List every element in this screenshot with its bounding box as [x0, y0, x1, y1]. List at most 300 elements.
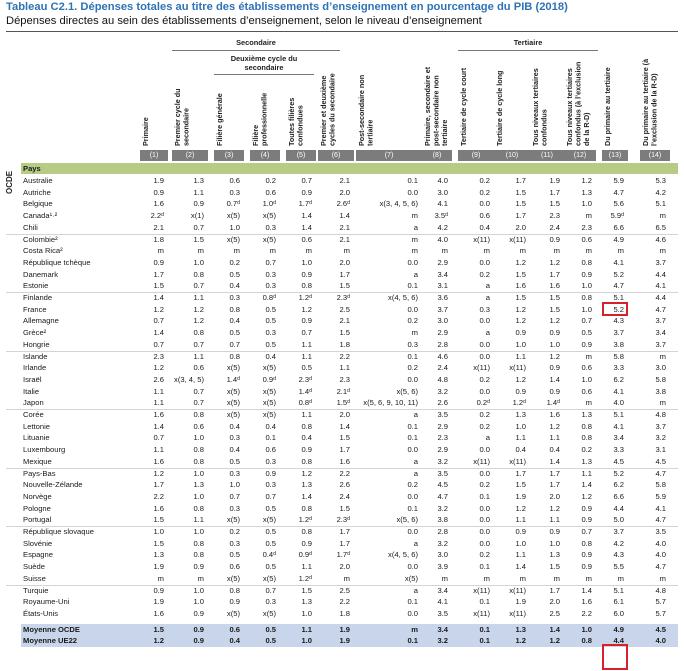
country-name: Moyenne OCDE: [23, 624, 80, 634]
cell-col-3: 0.4: [229, 421, 240, 431]
cell-col-9: 0.1: [479, 491, 490, 501]
cell-col-6: 2.2: [339, 597, 350, 607]
cell-col-11: 1.4: [549, 624, 560, 634]
cell-col-7: 0.0: [407, 257, 418, 267]
cell-col-11: 1.2: [549, 351, 560, 361]
pays-header: Pays: [21, 163, 142, 174]
cell-col-10: x(11): [509, 363, 526, 373]
cell-col-9: a: [485, 281, 490, 291]
cell-col-12: 0.8: [581, 433, 592, 443]
cell-col-9: 0.2: [479, 410, 490, 419]
cell-col-11: 0.9: [549, 527, 560, 536]
row-separator: [6, 409, 678, 410]
cell-col-3: 0.5: [229, 456, 240, 466]
cell-col-5: 1.2ᵈ: [298, 515, 312, 525]
cell-col-5: 1.3: [301, 597, 312, 607]
cell-col-9: x(11): [473, 363, 490, 373]
cell-col-9: 0.2ᵈ: [476, 398, 490, 408]
cell-col-7: 0.1: [407, 421, 418, 431]
cell-col-5: 1.0: [301, 636, 312, 646]
cell-col-2: 0.7: [193, 281, 204, 291]
cell-col-3: 1.4ᵈ: [226, 374, 240, 384]
cell-col-8: 3.0: [437, 550, 448, 560]
cell-col-11: 1.4ᵈ: [546, 398, 560, 408]
table-row: [21, 608, 678, 620]
cell-col-5: 0.4: [301, 433, 312, 443]
cell-col-10: 1.9: [515, 597, 526, 607]
cell-col-2: 1.2: [193, 304, 204, 314]
country-name: Chili: [23, 222, 38, 232]
cell-col-4: x(5): [262, 234, 276, 244]
cell-col-10: 1.1: [515, 550, 526, 560]
row-separator: [6, 468, 678, 469]
cell-col-7: m: [411, 624, 418, 634]
cell-col-12: 0.6: [581, 234, 592, 244]
table-row: [21, 526, 678, 538]
cell-col-3: m: [233, 246, 240, 256]
cell-col-4: 0.5: [265, 503, 276, 513]
cell-col-6: 2.1: [339, 234, 350, 244]
cell-col-13: 4.1: [613, 257, 624, 267]
cell-col-3: x(5): [226, 386, 240, 396]
cell-col-4: 0.6: [265, 445, 276, 455]
cell-col-11: 1.0: [549, 339, 560, 349]
cell-col-6: 1.8: [339, 339, 350, 349]
cell-col-2: 0.8: [193, 269, 204, 279]
cell-col-12: 0.2: [581, 445, 592, 455]
cell-col-9: 0.2: [479, 374, 490, 384]
table-row: [21, 304, 678, 316]
cell-col-3: x(5): [226, 608, 240, 618]
cell-col-7: a: [413, 222, 418, 232]
cell-col-4: 0.3: [265, 597, 276, 607]
table-row: [21, 280, 678, 292]
cell-col-8: 3.5ᵈ: [434, 211, 448, 221]
cell-col-1: 2.2: [153, 491, 164, 501]
country-name: Estonie: [23, 281, 49, 291]
cell-col-8: 4.0: [437, 176, 448, 185]
cell-col-4: 0.5: [265, 636, 276, 646]
cell-col-3: 0.3: [229, 538, 240, 548]
cell-col-13: 5.2: [613, 468, 624, 478]
cell-col-2: 0.8: [193, 445, 204, 455]
cell-col-10: 1.2: [515, 374, 526, 384]
cell-col-4: 0.7: [265, 585, 276, 595]
cell-col-13: 4.3: [613, 550, 624, 560]
cell-col-12: 0.8: [581, 538, 592, 548]
cell-col-11: 1.6: [549, 410, 560, 419]
cell-col-11: 0.9: [549, 234, 560, 244]
cell-col-7: x(5, 6, 9, 10, 11): [363, 398, 418, 408]
table-row: [21, 362, 678, 374]
column-header-12: Tous niveaux tertiaires confondus (à l’exclusion de la R-D): [565, 61, 591, 146]
cell-col-8: 4.6: [437, 351, 448, 361]
table-row: [21, 409, 678, 421]
cell-col-1: 1.5: [153, 538, 164, 548]
cell-col-4: x(5): [262, 608, 276, 618]
cell-col-1: 1.6: [153, 410, 164, 419]
cell-col-13: 5.0: [613, 515, 624, 525]
cell-col-12: 2.2: [581, 608, 592, 618]
cell-col-5: 1.0: [301, 257, 312, 267]
cell-col-4: x(5): [262, 410, 276, 419]
cell-col-10: m: [519, 246, 526, 256]
cell-col-14: 5.3: [655, 176, 666, 185]
cell-col-14: 3.8: [655, 386, 666, 396]
cell-col-5: 1.7ᵈ: [298, 199, 312, 209]
cell-col-11: 1.7: [549, 585, 560, 595]
pays-band-fill: [142, 163, 678, 174]
table-row: [21, 456, 678, 468]
cell-col-11: 1.2: [549, 636, 560, 646]
cell-col-2: 0.9: [193, 562, 204, 572]
cell-col-14: m: [659, 246, 666, 256]
cell-col-6: 2.3ᵈ: [336, 515, 350, 525]
cell-col-5: 0.8: [301, 421, 312, 431]
cell-col-2: 1.0: [193, 585, 204, 595]
cell-col-10: 1.5: [515, 187, 526, 197]
table-row: [21, 339, 678, 351]
cell-col-6: 1.5: [339, 281, 350, 291]
cell-col-7: x(4, 5, 6): [388, 550, 418, 560]
cell-col-1: 1.1: [153, 386, 164, 396]
column-header-1: Primaire: [141, 117, 150, 146]
column-header-2: Premier cycle du secondaire: [173, 88, 191, 146]
cell-col-2: x(1): [190, 211, 204, 221]
country-name: République slovaque: [23, 527, 94, 536]
cell-col-2: 0.8: [193, 456, 204, 466]
cell-col-2: 0.7: [193, 398, 204, 408]
cell-col-14: 3.1: [655, 445, 666, 455]
table-row: [21, 479, 678, 491]
cell-col-4: 0.8ᵈ: [262, 293, 276, 302]
cell-col-3: x(5): [226, 573, 240, 583]
cell-col-10: 1.3: [515, 410, 526, 419]
cell-col-8: 3.1: [437, 281, 448, 291]
table-row: [21, 432, 678, 444]
cell-col-3: 0.6: [229, 562, 240, 572]
cell-col-5: 0.7: [301, 328, 312, 338]
cell-col-1: 0.7: [153, 316, 164, 326]
table-row: [21, 257, 678, 269]
cell-col-4: x(5): [262, 515, 276, 525]
column-number-6: (6): [318, 150, 354, 161]
cell-col-6: 1.7ᵈ: [336, 550, 350, 560]
cell-col-14: 4.7: [655, 562, 666, 572]
cell-col-4: x(5): [262, 398, 276, 408]
cell-col-9: a: [485, 328, 490, 338]
cell-col-13: 5.1: [613, 293, 624, 302]
cell-col-5: 0.8: [301, 281, 312, 291]
cell-col-10: 1.9: [515, 491, 526, 501]
cell-col-1: 0.9: [153, 187, 164, 197]
cell-col-9: 0.0: [479, 199, 490, 209]
table-subtitle: Dépenses directes au sein des établissements d’enseignement, selon le niveau d’enseignement: [6, 15, 482, 27]
cell-col-6: 1.7: [339, 445, 350, 455]
cell-col-12: m: [585, 573, 592, 583]
cell-col-6: 2.1ᵈ: [336, 386, 350, 396]
cell-col-11: 1.5: [549, 562, 560, 572]
table-row: [21, 315, 678, 327]
cell-col-12: m: [585, 351, 592, 361]
cell-col-3: 0.7: [229, 491, 240, 501]
cell-col-8: 3.2: [437, 456, 448, 466]
cell-col-3: 0.4: [229, 445, 240, 455]
cell-col-9: x(11): [473, 608, 490, 618]
cell-col-10: 1.1: [515, 433, 526, 443]
cell-col-8: 2.9: [437, 257, 448, 267]
cell-col-8: 3.5: [437, 608, 448, 618]
cell-col-1: 1.4: [153, 421, 164, 431]
country-name: Slovénie: [23, 538, 53, 548]
column-header-4: Filière professionnelle: [251, 92, 269, 146]
cell-col-14: m: [659, 573, 666, 583]
cell-col-12: 1.0: [581, 624, 592, 634]
cell-col-5: 1.2: [301, 304, 312, 314]
cell-col-1: 1.4: [153, 328, 164, 338]
cell-col-2: 1.0: [193, 433, 204, 443]
country-name: Allemagne: [23, 316, 59, 326]
country-name: France: [23, 304, 47, 314]
cell-col-14: 4.7: [655, 515, 666, 525]
cell-col-12: 0.9: [581, 503, 592, 513]
cell-col-7: 0.0: [407, 562, 418, 572]
cell-col-8: 3.0: [437, 316, 448, 326]
cell-col-8: 3.8: [437, 515, 448, 525]
column-number-10: (10): [494, 150, 530, 161]
cell-col-4: 0.1: [265, 433, 276, 443]
table-row: [21, 503, 678, 515]
cell-col-3: 0.2: [229, 527, 240, 536]
cell-col-12: 0.8: [581, 636, 592, 646]
row-separator: [6, 351, 678, 352]
cell-col-3: 0.5: [229, 328, 240, 338]
cell-col-8: 2.4: [437, 363, 448, 373]
table-row: [21, 292, 678, 304]
cell-col-13: 6.1: [613, 597, 624, 607]
cell-col-14: 5.7: [655, 597, 666, 607]
cell-col-14: 3.7: [655, 257, 666, 267]
cell-col-1: 2.2ᵈ: [150, 211, 164, 221]
cell-col-13: 4.9: [613, 624, 624, 634]
cell-col-6: 1.1: [339, 363, 350, 373]
cell-col-11: 1.2: [549, 503, 560, 513]
table-row: [21, 198, 678, 210]
cell-col-7: 0.0: [407, 374, 418, 384]
cell-col-14: 4.8: [655, 410, 666, 419]
cell-col-4: x(5): [262, 573, 276, 583]
column-header-14: Du primaire au tertiaire (à l’exclusion de la R-D): [641, 58, 659, 146]
cell-col-5: 2.3ᵈ: [298, 374, 312, 384]
cell-col-10: 1.7: [515, 211, 526, 221]
cell-col-7: a: [413, 468, 418, 478]
cell-col-13: 3.3: [613, 363, 624, 373]
cell-col-12: 0.8: [581, 257, 592, 267]
row-separator: [6, 234, 678, 235]
cell-col-14: 4.1: [655, 281, 666, 291]
cell-col-3: 0.3: [229, 187, 240, 197]
cell-col-14: 6.5: [655, 222, 666, 232]
cell-col-13: 5.9: [613, 176, 624, 185]
cell-col-3: 0.2: [229, 257, 240, 267]
cell-col-2: m: [197, 573, 204, 583]
cell-col-5: 0.9: [301, 269, 312, 279]
cell-col-2: 0.8: [193, 410, 204, 419]
cell-col-13: 4.4: [613, 636, 624, 646]
cell-col-7: m: [411, 328, 418, 338]
average-row: [21, 624, 678, 636]
cell-col-10: 1.5: [515, 199, 526, 209]
cell-col-3: x(5): [226, 410, 240, 419]
country-name: Moyenne UE22: [23, 636, 78, 646]
cell-col-1: m: [157, 573, 164, 583]
cell-col-11: 0.4: [549, 445, 560, 455]
cell-col-1: 1.7: [153, 269, 164, 279]
cell-col-9: 0.2: [479, 269, 490, 279]
table-row: [21, 269, 678, 281]
cell-col-8: 3.2: [437, 386, 448, 396]
cell-col-5: 0.7: [301, 176, 312, 185]
cell-col-10: 1.0: [515, 421, 526, 431]
cell-col-14: 5.8: [655, 480, 666, 490]
cell-col-13: 4.9: [613, 234, 624, 244]
cell-col-7: 0.1: [407, 636, 418, 646]
row-separator: [6, 292, 678, 293]
cell-col-14: 4.4: [655, 293, 666, 302]
cell-col-7: 0.1: [407, 176, 418, 185]
cell-col-5: 0.8ᵈ: [298, 398, 312, 408]
cell-col-4: 0.9ᵈ: [262, 374, 276, 384]
cell-col-9: 0.1: [479, 624, 490, 634]
cell-col-13: 4.3: [613, 316, 624, 326]
cell-col-3: 0.3: [229, 293, 240, 302]
cell-col-5: 1.1: [301, 351, 312, 361]
cell-col-14: 3.2: [655, 433, 666, 443]
cell-col-6: 1.5: [339, 503, 350, 513]
cell-col-9: 0.1: [479, 562, 490, 572]
cell-col-10: 1.7: [515, 468, 526, 478]
cell-col-8: 2.9: [437, 421, 448, 431]
cell-col-1: 1.2: [153, 363, 164, 373]
cell-col-13: 5.5: [613, 562, 624, 572]
cell-col-14: 5.9: [655, 491, 666, 501]
cell-col-6: 2.6: [339, 480, 350, 490]
cell-col-1: 1.5: [153, 281, 164, 291]
cell-col-13: 4.1: [613, 421, 624, 431]
column-header-9: Tertiaire de cycle court: [459, 67, 468, 146]
cell-col-4: x(5): [262, 363, 276, 373]
cell-col-8: 3.4: [437, 624, 448, 634]
cell-col-3: 0.8: [229, 351, 240, 361]
cell-col-5: 0.9: [301, 187, 312, 197]
cell-col-9: 0.2: [479, 550, 490, 560]
cell-col-11: 0.9: [549, 328, 560, 338]
country-name: Turquie: [23, 585, 49, 595]
cell-col-2: 1.0: [193, 257, 204, 267]
cell-col-12: 1.6: [581, 597, 592, 607]
cell-col-14: 4.0: [655, 538, 666, 548]
cell-col-12: 0.9: [581, 550, 592, 560]
cell-col-10: 1.2: [515, 316, 526, 326]
cell-col-13: 3.4: [613, 433, 624, 443]
cell-col-4: x(5): [262, 211, 276, 221]
cell-col-12: 0.8: [581, 421, 592, 431]
cell-col-10: 1.2: [515, 503, 526, 513]
cell-col-7: 0.0: [407, 304, 418, 314]
table-row: [21, 468, 678, 480]
cell-col-11: 1.6: [549, 281, 560, 291]
cell-col-3: 0.6: [229, 176, 240, 185]
cell-col-11: 2.4: [549, 222, 560, 232]
cell-col-11: 1.2: [549, 257, 560, 267]
cell-col-12: 0.9: [581, 269, 592, 279]
cell-col-12: 0.6: [581, 363, 592, 373]
ocde-label: OCDE: [5, 170, 14, 194]
country-name: Islande: [23, 351, 48, 361]
cell-col-11: 1.4: [549, 374, 560, 384]
cell-col-6: 2.5: [339, 304, 350, 314]
cell-col-13: 5.9ᵈ: [610, 211, 624, 221]
cell-col-5: 1.2ᵈ: [298, 293, 312, 302]
cell-col-4: 0.5: [265, 316, 276, 326]
row-separator: [6, 526, 678, 527]
cell-col-6: 1.7: [339, 269, 350, 279]
top-rule: [6, 31, 678, 32]
cell-col-1: 1.9: [153, 562, 164, 572]
cell-col-6: 2.0: [339, 187, 350, 197]
country-name: Italie: [23, 386, 40, 396]
cell-col-12: 1.0: [581, 199, 592, 209]
cell-col-5: 0.9: [301, 316, 312, 326]
cell-col-11: 1.7: [549, 187, 560, 197]
cell-col-6: 1.9: [339, 636, 350, 646]
cell-col-6: m: [343, 573, 350, 583]
cell-col-7: 0.1: [407, 597, 418, 607]
cell-col-7: 0.0: [407, 491, 418, 501]
cell-col-4: x(5): [262, 386, 276, 396]
cell-col-9: a: [485, 433, 490, 443]
cell-col-10: 1.2: [515, 257, 526, 267]
cell-col-7: 0.0: [407, 608, 418, 618]
cell-col-1: 1.9: [153, 176, 164, 185]
cell-col-1: 1.5: [153, 515, 164, 525]
cell-col-1: 1.6: [153, 199, 164, 209]
country-name: Espagne: [23, 550, 53, 560]
cell-col-7: x(3, 4, 5, 6): [379, 199, 418, 209]
cell-col-10: x(11): [509, 608, 526, 618]
cell-col-14: 3.7: [655, 421, 666, 431]
cell-col-14: 3.7: [655, 339, 666, 349]
group-tertiaire-line: [458, 50, 598, 51]
cell-col-9: 0.6: [479, 211, 490, 221]
cell-col-7: 0.0: [407, 527, 418, 536]
highlight-france-13: [602, 302, 628, 316]
cell-col-4: 0.5: [265, 527, 276, 536]
cell-col-13: 3.7: [613, 527, 624, 536]
cell-col-2: 0.8: [193, 550, 204, 560]
country-name: Luxembourg: [23, 445, 66, 455]
cell-col-13: 4.7: [613, 187, 624, 197]
cell-col-5: 1.2ᵈ: [298, 573, 312, 583]
cell-col-6: m: [343, 246, 350, 256]
cell-col-13: 5.1: [613, 585, 624, 595]
cell-col-9: 0.2: [479, 187, 490, 197]
cell-col-2: 0.7: [193, 222, 204, 232]
country-name: République tchèque: [23, 257, 91, 267]
cell-col-9: 0.0: [479, 339, 490, 349]
cell-col-13: 3.8: [613, 339, 624, 349]
cell-col-8: 4.5: [437, 480, 448, 490]
